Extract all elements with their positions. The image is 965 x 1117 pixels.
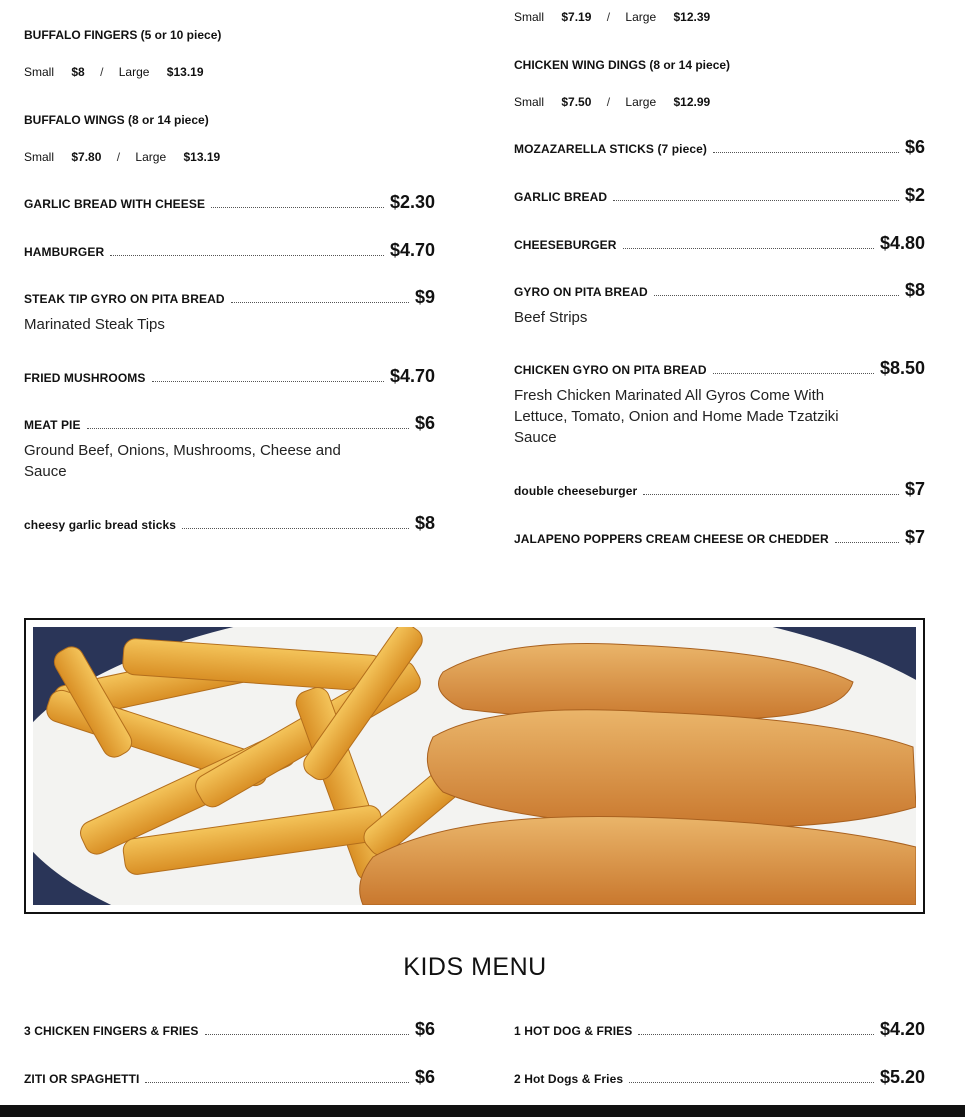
item-name: cheesy garlic bread sticks	[24, 518, 177, 532]
item-name: ZITI OR SPAGHETTI	[24, 1072, 140, 1086]
item-price: $7	[904, 527, 925, 547]
footer-bar	[0, 1105, 965, 1117]
menu-item	[514, 1020, 925, 1038]
chicken-fingers-fries-photo	[33, 627, 916, 905]
size-label-large: Large	[625, 95, 657, 109]
item-price: $6	[904, 137, 925, 157]
dot-leader	[87, 427, 409, 429]
dot-leader	[835, 541, 899, 543]
size-separator: /	[100, 65, 104, 79]
dot-leader	[629, 1081, 874, 1083]
dot-leader	[145, 1081, 408, 1083]
menu-item	[514, 234, 925, 252]
item-description: Ground Beef, Onions, Mushrooms, Cheese and Sauce	[24, 442, 341, 480]
item-price: $8.50	[879, 358, 925, 378]
menu-item	[24, 1068, 435, 1086]
buffalo-wings-name: BUFFALO WINGS (8 or 14 piece)	[24, 113, 209, 127]
food-illustration	[33, 627, 916, 905]
dot-leader	[152, 380, 384, 382]
size-price-large: $13.19	[166, 65, 204, 79]
menu-item	[24, 414, 435, 482]
dot-leader	[205, 1033, 409, 1035]
size-separator: /	[606, 10, 611, 24]
menu-item	[514, 480, 925, 498]
menu-item	[24, 288, 435, 335]
item-name: CHICKEN GYRO ON PITA BREAD	[514, 363, 707, 377]
size-label-small: Small	[24, 65, 55, 79]
item-price: $4.70	[389, 366, 435, 386]
chicken-wing-dings-sizes	[514, 95, 710, 109]
size-label-large: Large	[625, 10, 657, 24]
item-name: 2 Hot Dogs & Fries	[514, 1072, 624, 1086]
item-name: double cheeseburger	[514, 484, 638, 498]
size-price-small: $8	[71, 65, 85, 79]
size-label-small: Small	[514, 10, 545, 24]
dot-leader	[638, 1033, 874, 1035]
item-name: STEAK TIP GYRO ON PITA BREAD	[24, 292, 225, 306]
dot-leader	[623, 247, 874, 249]
menu-item	[24, 367, 435, 385]
menu-item	[514, 1068, 925, 1086]
item-price: $9	[414, 287, 435, 307]
menu-item	[514, 281, 925, 328]
size-separator: /	[116, 150, 121, 164]
dot-leader	[110, 254, 384, 256]
item-price: $8	[904, 280, 925, 300]
buffalo-fingers-name: BUFFALO FINGERS (5 or 10 piece)	[24, 28, 222, 42]
item-name: CHEESEBURGER	[514, 238, 617, 252]
size-price-small: $7.19	[561, 10, 592, 24]
item-price: $4.80	[879, 233, 925, 253]
dot-leader	[182, 527, 409, 529]
dot-leader	[211, 206, 384, 208]
size-label-large: Large	[118, 65, 150, 79]
top-item-sizes	[514, 10, 710, 24]
item-name: HAMBURGER	[24, 245, 105, 259]
size-label-small: Small	[24, 150, 55, 164]
menu-item	[24, 241, 435, 259]
buffalo-wings-sizes	[24, 150, 220, 164]
menu-item	[514, 359, 925, 448]
item-name: GARLIC BREAD WITH CHEESE	[24, 197, 206, 211]
item-price: $6	[414, 1067, 435, 1087]
size-price-small: $7.50	[561, 95, 592, 109]
item-price: $2	[904, 185, 925, 205]
item-name: MEAT PIE	[24, 418, 81, 432]
dot-leader	[713, 372, 874, 374]
kids-menu-title: KIDS MENU	[403, 953, 547, 981]
size-label-small: Small	[514, 95, 545, 109]
menu-item	[514, 186, 925, 204]
item-name: GARLIC BREAD	[514, 190, 608, 204]
item-price: $4.70	[389, 240, 435, 260]
size-price-large: $13.19	[183, 150, 221, 164]
item-description: Beef Strips	[514, 309, 588, 326]
item-description: Marinated Steak Tips	[24, 316, 165, 333]
item-name: MOZAZARELLA STICKS (7 piece)	[514, 142, 708, 156]
item-name: 1 HOT DOG & FRIES	[514, 1024, 633, 1038]
menu-item	[514, 138, 925, 156]
dot-leader	[643, 493, 899, 495]
chicken-wing-dings-name: CHICKEN WING DINGS (8 or 14 piece)	[514, 58, 731, 72]
menu-item	[514, 528, 925, 546]
item-name: FRIED MUSHROOMS	[24, 371, 146, 385]
menu-item	[24, 193, 435, 211]
item-price: $7	[904, 479, 925, 499]
item-description: Fresh Chicken Marinated All Gyros Come With Lettuce, Tomato, Onion and Home Made Tzatziki Sauce	[514, 387, 839, 446]
item-name: GYRO ON PITA BREAD	[514, 285, 648, 299]
menu-item	[24, 1020, 435, 1038]
size-separator: /	[606, 95, 611, 109]
size-label-large: Large	[135, 150, 167, 164]
item-price: $5.20	[879, 1067, 925, 1087]
item-price: $2.30	[389, 192, 435, 212]
item-price: $6	[414, 413, 435, 433]
item-name: JALAPENO POPPERS CREAM CHEESE OR CHEDDER	[514, 532, 829, 546]
dot-leader	[713, 151, 899, 153]
item-price: $4.20	[879, 1019, 925, 1039]
item-price: $6	[414, 1019, 435, 1039]
dot-leader	[613, 199, 899, 201]
item-price: $8	[414, 513, 435, 533]
buffalo-fingers-sizes	[24, 65, 204, 79]
size-price-small: $7.80	[71, 150, 102, 164]
dot-leader	[654, 294, 899, 296]
chicken-tenders	[360, 644, 916, 905]
size-price-large: $12.99	[673, 95, 711, 109]
food-photo-frame	[24, 618, 925, 914]
size-price-large: $12.39	[673, 10, 711, 24]
dot-leader	[231, 301, 409, 303]
item-name: 3 CHICKEN FINGERS & FRIES	[24, 1024, 199, 1038]
menu-item	[24, 514, 435, 532]
